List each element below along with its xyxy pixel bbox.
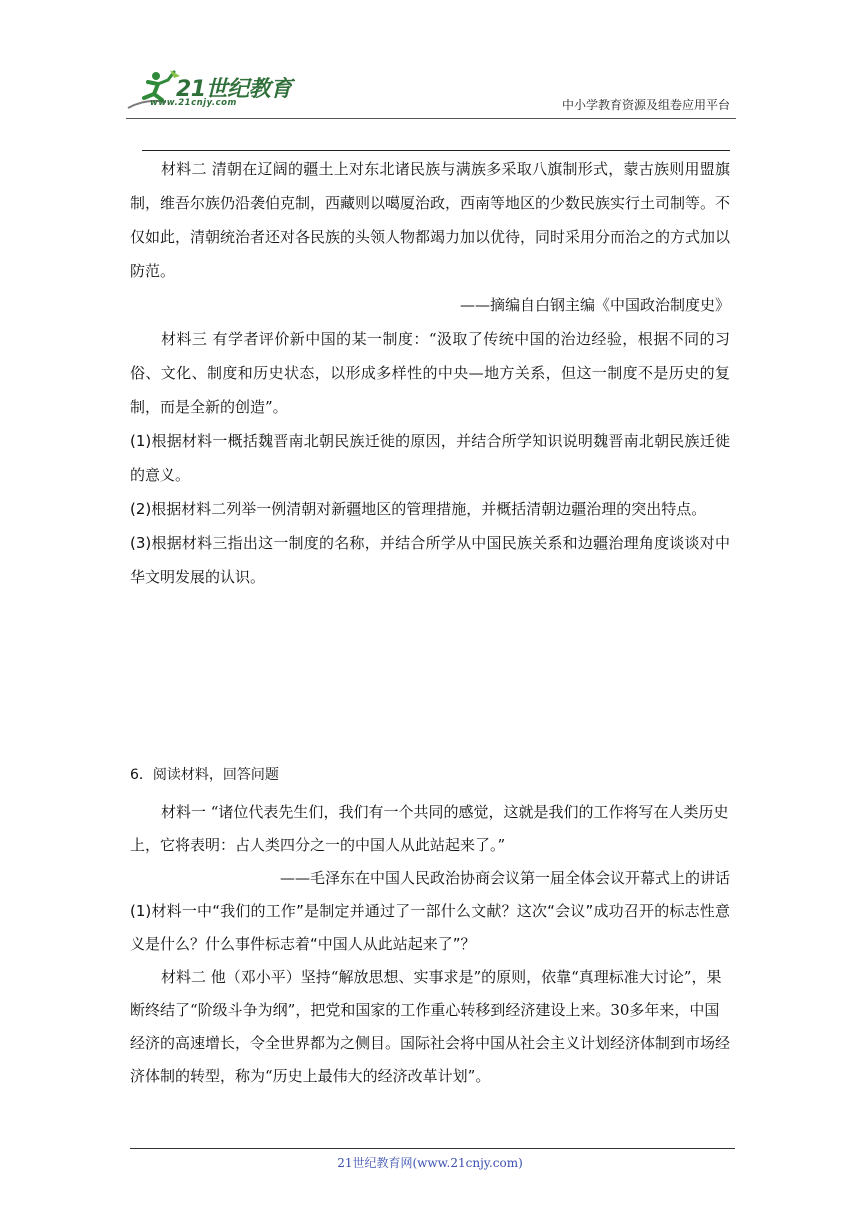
question-5-1: (1)根据材料一概括魏晋南北朝民族迁徙的原因，并结合所学知识说明魏晋南北朝民族迁徙的意义。 — [130, 432, 730, 484]
site-logo — [126, 66, 296, 114]
material-2-text: 材料二 清朝在辽阔的疆土上对东北诸民族与满族多采取八旗制形式，蒙古族则用盟旗制，维吾尔族仍沿袭伯克制，西藏则以噶厦治政，西南等地区的少数民族实行土司制等。不仅如此，清朝统治者还对各民族的头领人物都竭力加以优待，同时采用分而治之的方式加以防范。 — [130, 160, 731, 280]
logo-url: www.21cnjy.com — [150, 98, 237, 108]
material-3-text: 材料三 有学者评价新中国的某一制度：“汲取了传统中国的治边经验，根据不同的习俗、文化、制度和历史状态，以形成多样性的中央—地方关系，但这一制度不是历史的复制，而是全新的创造”。 — [130, 330, 730, 416]
q6-material-1-source: ——毛泽东在中国人民政治协商会议第一届全体会议开幕式上的讲话 — [279, 869, 730, 887]
content-top-divider — [142, 150, 730, 151]
footer-divider — [130, 1148, 735, 1149]
question-6-1: (1)材料一中“我们的工作”是制定并通过了一部什么文献？这次“会议”成功召开的标志性意义是什么？什么事件标志着“中国人从此站起来了”？ — [130, 902, 730, 953]
material-2-source: ——摘编自白钢主编《中国政治制度史》 — [459, 296, 730, 314]
platform-name: 中小学教育资源及组卷应用平台 — [561, 98, 730, 112]
q6-material-2-text: 材料二 他（邓小平）坚持“解放思想、实事求是”的原则，依靠“真理标准大讨论”，果断终结了“阶级斗争为纲”，把党和国家的工作重心转移到经济建设上来。30多年来，中国经济的高速增长，令全世界都为之侧目。国际社会将中国从社会主义计划经济体制到市场经济体制的转型，称为“历史上最伟大的经济改革计划”。 — [130, 968, 731, 1085]
page-header — [126, 66, 736, 118]
logo-text: 21世纪教育 — [176, 77, 292, 102]
page-footer: 21世纪教育网(www.21cnjy.com) — [337, 1156, 523, 1170]
question-6 — [130, 762, 730, 1093]
question-6-title: 6．阅读材料，回答问题 — [130, 767, 279, 783]
header-divider — [126, 118, 736, 119]
question-5-continued — [130, 152, 730, 594]
question-5-3: (3)根据材料三指出这一制度的名称，并结合所学从中国民族关系和边疆治理角度谈谈对中华文明发展的认识。 — [130, 534, 730, 586]
question-5-2: (2)根据材料二列举一例清朝对新疆地区的管理措施，并概括清朝边疆治理的突出特点。 — [130, 500, 707, 518]
q6-material-1-text: 材料一 “诸位代表先生们，我们有一个共同的感觉，这就是我们的工作将写在人类历史上，它将表明：占人类四分之一的中国人从此站起来了。” — [130, 803, 729, 854]
